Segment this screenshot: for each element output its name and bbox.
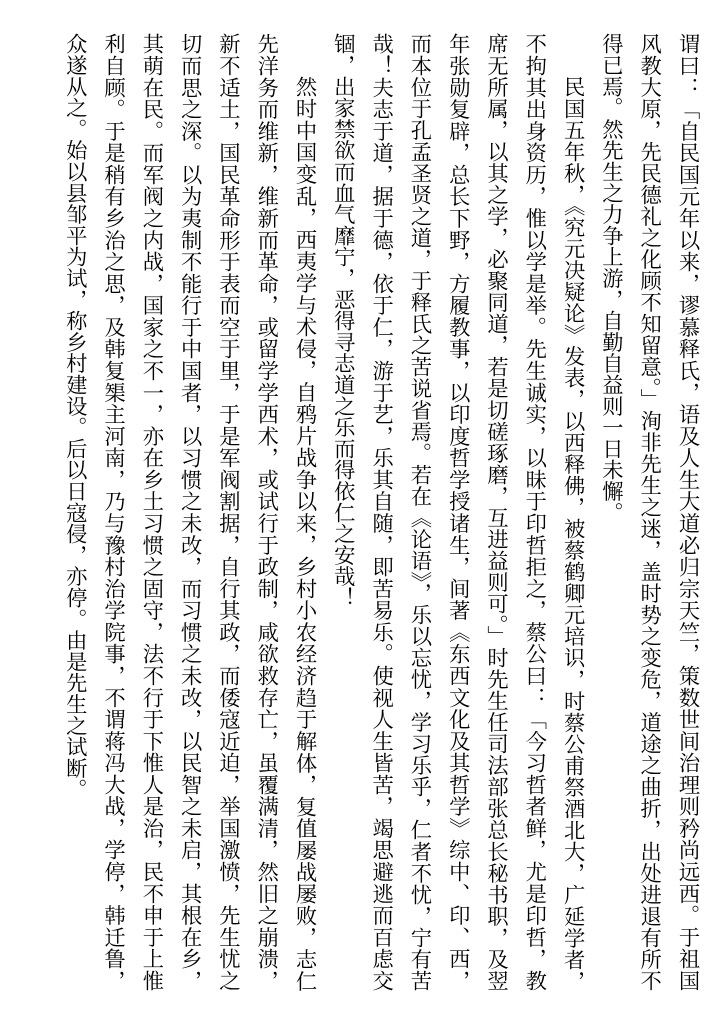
paragraph-1: 谓曰：「自民国元年以来，谬慕释氏，语及人生大道必归宗天竺，策数世间治理则矜尚远西。于祖国风教大原，先民德礼之化顾不知留意。」洵非先生之迷，盖时势之变危，道途之曲折，出处进退有所不得已焉。然先生之力争上游，自勤自益则一日未懈。 [599,33,700,991]
paragraph-2: 民国五年秋，《究元决疑论》发表，以西释佛，被蔡鹤卿元培识，时蔡公甫祭酒北大，广延学者，不拘其出身资历，惟以学是举。先生诚实，以昧于印哲拒之，蔡公曰：「今习哲者鲜，尤是印哲，教席无所属，以其之学，必聚同道，若是切磋琢磨，互进益则可。」时先生任司法部张总长秘书职，及翌年张勋复辟，总长下野，方履教事，以印度哲学授诸生，间著《东西文化及其哲学》综中、印、西，而本位于孔孟圣贤之道，于释氏之苦说省焉。若在《论语》，乐以忘忧，学习乐乎，仁者不忧，宁有苦哉！夫志于道，据于德，依于仁，游于艺，乐其自随，即苦易乐。使视人生皆苦，竭思避逃而百虑交锢，出家禁欲而血气靡宁，恶得寻志道之乐而得依仁之安哉！ [331,33,586,991]
paragraph-3: 然时中国变乱，西夷学与术侵，自鸦片战争以来，乡村小农经济趋于解体，复值屡战屡败，志仁先洋务而维新，维新而革命，或留学学西术，或试行于政制，咸欲救存亡，虽覆满清，然旧之崩溃，新不适土，国民革命形于表而空于里，于是军阀割据，自行其政，而倭寇近迫，举国激愤，先生忧之切而思之深。以为夷制不能行于中国者，以习惯之未改，而习惯之未改，以民智之未启，其根在乡，其萌在民。而军阀之内战，国家之不一，亦在乡土习惯之固守，法不行于下惟人是治，民不申于上惟利自顾。于是稍有乡治之思，及韩复榘主河南，乃与豫村治学院事，不谓蒋冯大战，学停，韩迁鲁，众遂从之。始以县邹平为试，称乡村建设。后以日寇侵，亦停。由是先生之试断。 [63,33,318,991]
vertical-text-block [45,33,707,991]
